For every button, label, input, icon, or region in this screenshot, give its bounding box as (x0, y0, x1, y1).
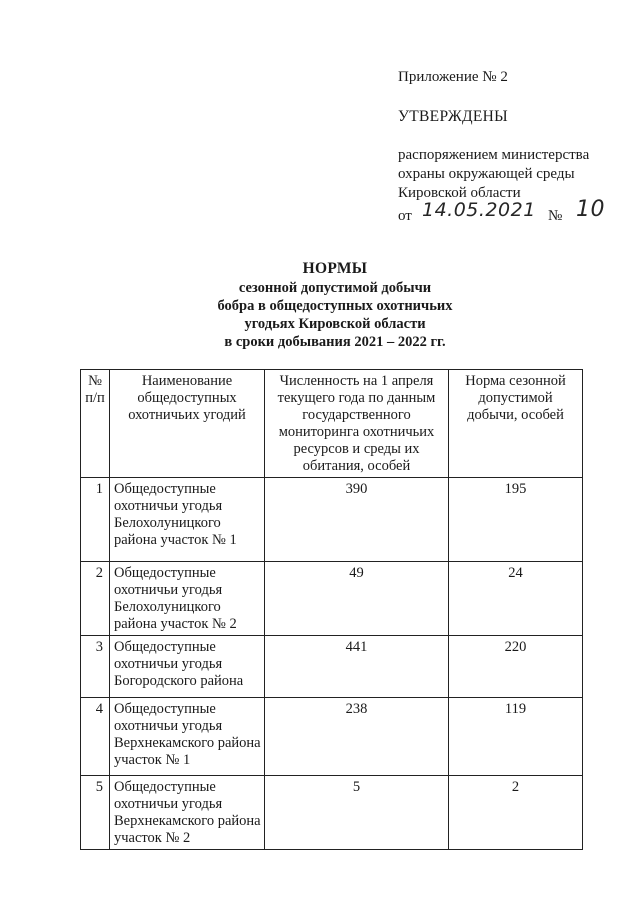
order-line: охраны окружающей среды (398, 166, 575, 182)
title-line: в сроки добывания 2021 – 2022 гг. (224, 334, 446, 350)
row-num: 5 (81, 776, 110, 850)
order-line: распоряжением министерства (398, 147, 590, 163)
row-name: Общедоступные охотничьи угодья Белохолуницкого района участок № 2 (110, 562, 265, 636)
header-count: Численность на 1 апреля текущего года по данным государственного мониторинга охотничьих ресурсов и среды их обитания, особей (265, 370, 449, 478)
row-name: Общедоступные охотничьи угодья Богородского района (110, 636, 265, 698)
header-num: № п/п (81, 370, 110, 478)
approved-label: УТВЕРЖДЕНЫ (398, 108, 508, 125)
document-title (170, 260, 500, 351)
order-number-handwritten: 10 (576, 197, 605, 222)
row-count: 5 (265, 776, 449, 850)
row-name: Общедоступные охотничьи угодья Верхнекамского района участок № 1 (110, 698, 265, 776)
date-prefix: от (398, 208, 412, 224)
order-line: Кировской области (398, 185, 521, 201)
norms-table (80, 369, 583, 850)
row-name: Общедоступные охотничьи угодья Белохолуницкого района участок № 1 (110, 478, 265, 562)
table-row (81, 698, 583, 776)
table-row (81, 562, 583, 636)
table-row (81, 478, 583, 562)
row-num: 3 (81, 636, 110, 698)
title-main: НОРМЫ (302, 260, 368, 277)
row-num: 1 (81, 478, 110, 562)
row-norm: 195 (449, 478, 583, 562)
row-count: 441 (265, 636, 449, 698)
row-num: 4 (81, 698, 110, 776)
order-date-line (398, 197, 628, 229)
order-reference (398, 146, 628, 203)
row-norm: 2 (449, 776, 583, 850)
table-row (81, 636, 583, 698)
title-line: сезонной допустимой добычи (238, 280, 432, 296)
row-norm: 24 (449, 562, 583, 636)
header-norm: Норма сезонной допустимой добычи, особей (449, 370, 583, 478)
header-name: Наименование общедоступных охотничьих угодий (110, 370, 265, 478)
table-header-row (81, 370, 583, 478)
row-count: 390 (265, 478, 449, 562)
row-count: 238 (265, 698, 449, 776)
title-line: бобра в общедоступных охотничьих (217, 298, 453, 314)
table-row (81, 776, 583, 850)
number-sign: № (548, 208, 563, 224)
row-name: Общедоступные охотничьи угодья Верхнекамского района участок № 2 (110, 776, 265, 850)
order-date-handwritten: 14.05.2021 (422, 199, 536, 221)
row-count: 49 (265, 562, 449, 636)
appendix-label: Приложение № 2 (398, 69, 508, 85)
row-num: 2 (81, 562, 110, 636)
row-norm: 119 (449, 698, 583, 776)
row-norm: 220 (449, 636, 583, 698)
title-line: угодьях Кировской области (244, 316, 426, 332)
